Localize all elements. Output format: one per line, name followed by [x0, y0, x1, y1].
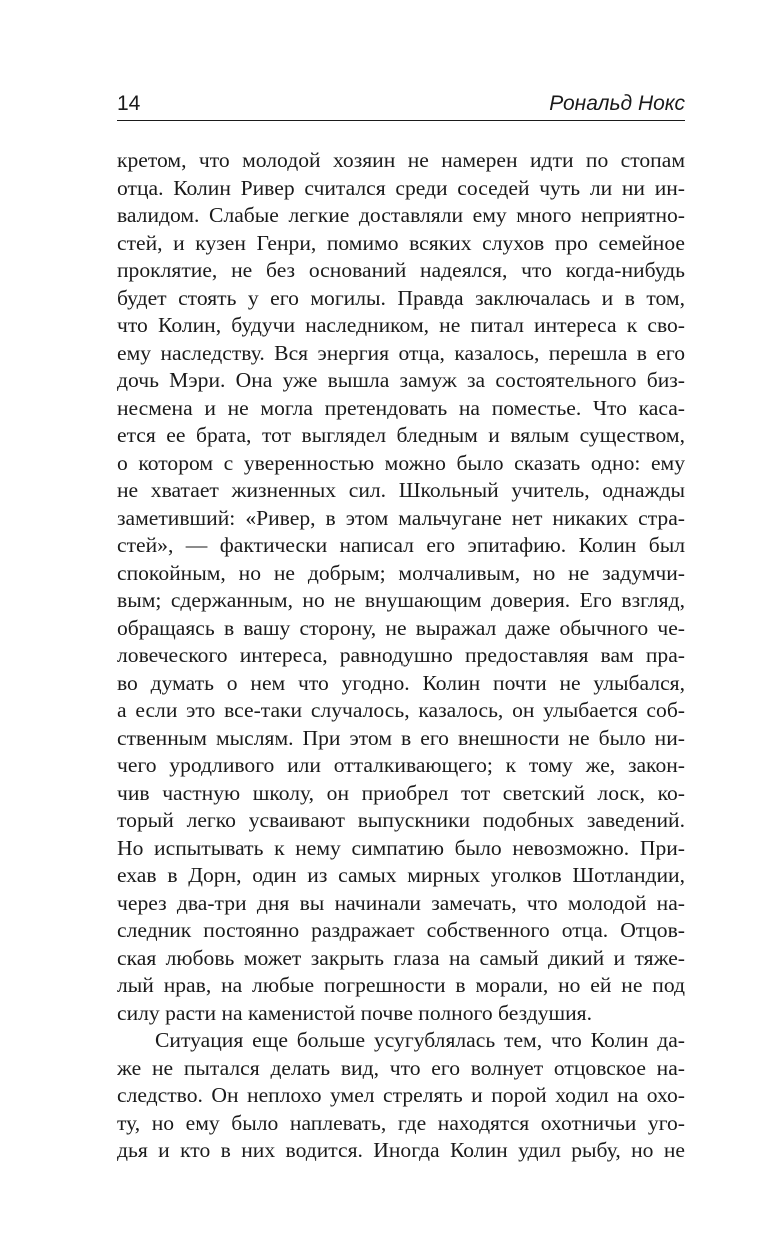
- text-line: Но испытывать к нему симпатию было невозможно. При-: [117, 835, 685, 860]
- text-line: вым; сдержанным, но не внушающим доверия. Его взгляд,: [117, 588, 685, 612]
- text-line: Ситуация еще больше усугублялась тем, что Колин да-: [155, 1028, 685, 1052]
- text-line: следство. Он неплохо умел стрелять и порой ходил на охо-: [117, 1083, 685, 1107]
- text-line: что Колин, будучи наследником, не питал интереса к сво-: [117, 313, 685, 337]
- text-line: а если это все-таки случалось, казалось, он улыбается соб-: [117, 698, 685, 722]
- text-line: несмена и не могла претендовать на поместье. Что каса-: [117, 395, 685, 420]
- running-head: [117, 90, 685, 118]
- text-line: чего уродливого или отталкивающего; к тому же, закон-: [117, 753, 685, 777]
- text-line: отца. Колин Ривер считался среди соседей чуть ли ни ин-: [117, 175, 685, 200]
- text-line: будет стоять у его могилы. Правда заключалась и в том,: [117, 285, 685, 310]
- text-line: не хватает жизненных сил. Школьный учитель, однажды: [117, 478, 685, 502]
- text-line: проклятие, не без оснований надеялся, что когда-нибудь: [117, 258, 685, 282]
- text-line: ется ее брата, тот выглядел бледным и вялым существом,: [117, 423, 685, 447]
- page-number: 14: [117, 92, 141, 115]
- running-title: Рональд Нокс: [549, 92, 685, 115]
- text-line: силу расти на каменистой почве полного бездушия.: [117, 1000, 593, 1025]
- text-line: лый нрав, на любые погрешности в морали, но ей не под: [117, 973, 685, 997]
- text-line: ственным мыслям. При этом в его внешности не было ни-: [117, 725, 685, 750]
- text-line: ту, но ему было наплевать, где находятся охотничьи уго-: [117, 1110, 685, 1135]
- text-line: заметивший: «Ривер, в этом мальчугане нет никаких стра-: [117, 505, 685, 530]
- text-line: обращаясь в вашу сторону, не выражал даже обычного че-: [117, 615, 685, 640]
- text-line: стей, и кузен Генри, помимо всяких слухов про семейное: [117, 230, 685, 255]
- text-line: спокойным, но не добрым; молчаливым, но не задумчи-: [117, 560, 685, 585]
- body-text: [117, 147, 685, 1165]
- text-line: же не пытался делать вид, что его волнует отцовское на-: [117, 1055, 685, 1080]
- text-line: о котором с уверенностью можно было сказать одно: ему: [117, 450, 685, 475]
- paragraph: [117, 1027, 685, 1165]
- text-line: чив частную школу, он приобрел тот светский лоск, ко-: [117, 780, 685, 805]
- text-line: ему наследству. Вся энергия отца, казалось, перешла в его: [117, 340, 685, 365]
- paragraph: [117, 147, 685, 1027]
- header-rule: [117, 120, 685, 121]
- text-line: ехав в Дорн, один из самых мирных уголков Шотландии,: [117, 863, 685, 887]
- text-line: следник постоянно раздражает собственного отца. Отцов-: [117, 918, 685, 942]
- text-line: дья и кто в них водится. Иногда Колин удил рыбу, но не: [117, 1138, 685, 1162]
- text-line: валидом. Слабые легкие доставляли ему много неприятно-: [117, 203, 685, 227]
- text-line: стей», — фактически написал его эпитафию. Колин был: [117, 533, 685, 557]
- text-line: во думать о нем что угодно. Колин почти не улыбался,: [117, 670, 685, 695]
- text-line: через два-три дня вы начинали замечать, что молодой на-: [117, 890, 685, 915]
- text-line: ская любовь может закрыть глаза на самый дикий и тяже-: [117, 945, 685, 970]
- text-line: ловеческого интереса, равнодушно предоставляя вам пра-: [117, 643, 685, 667]
- text-line: кретом, что молодой хозяин не намерен идти по стопам: [117, 148, 685, 172]
- text-line: торый легко усваивают выпускники подобных заведений.: [117, 808, 685, 832]
- text-line: дочь Мэри. Она уже вышла замуж за состоятельного биз-: [117, 368, 685, 392]
